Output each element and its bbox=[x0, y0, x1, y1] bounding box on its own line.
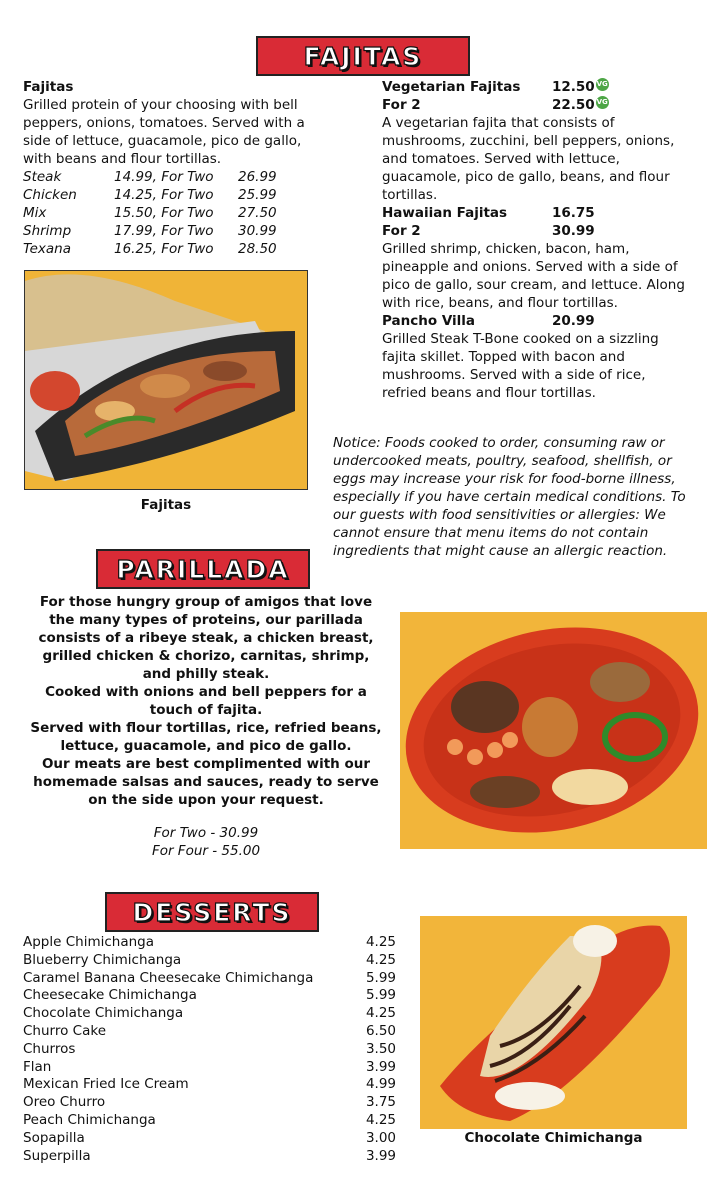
dessert-item bbox=[23, 1130, 396, 1148]
hawaiian-fajitas bbox=[382, 204, 692, 312]
pancho-villa bbox=[382, 312, 692, 402]
dessert-item bbox=[23, 1112, 396, 1130]
vegetarian-for2-label: For 2 bbox=[382, 97, 421, 113]
dessert-name: Sopapilla bbox=[23, 1129, 85, 1146]
fajita-option-price: 14.25, For Two bbox=[114, 187, 214, 203]
chimichanga-photo bbox=[420, 916, 687, 1129]
fajita-option-price: 14.99, For Two bbox=[114, 169, 214, 185]
fajita-option-two-price: 30.99 bbox=[238, 223, 277, 239]
fajitas-banner-title: FAJITAS bbox=[303, 41, 423, 71]
dessert-price: 3.00 bbox=[365, 1129, 396, 1146]
hawaiian-for2-label: For 2 bbox=[382, 223, 421, 239]
dessert-price: 3.50 bbox=[365, 1040, 396, 1057]
fajita-option-price: 17.99, For Two bbox=[114, 223, 214, 239]
parillada-photo bbox=[400, 612, 707, 849]
parillada-para-4: Our meats are best complimented with our homemade salsas and sauces, ready to serve on the side upon your request. bbox=[33, 756, 379, 808]
fajita-option-price: 15.50, For Two bbox=[114, 205, 214, 221]
dessert-name: Cheesecake Chimichanga bbox=[23, 987, 197, 1004]
dessert-name: Chocolate Chimichanga bbox=[23, 1005, 184, 1022]
fajita-option-two-price: 26.99 bbox=[238, 169, 277, 185]
vegetarian-for2-price: 22.50 bbox=[552, 97, 595, 113]
vegetarian-title: Vegetarian Fajitas bbox=[382, 79, 521, 95]
parillada-for-four: For Four - 55.00 bbox=[151, 843, 261, 859]
dessert-item bbox=[23, 1005, 396, 1023]
dessert-name: Churros bbox=[23, 1040, 76, 1057]
dessert-price: 4.25 bbox=[365, 951, 396, 968]
dessert-name: Oreo Churro bbox=[23, 1094, 106, 1111]
fajita-option-row bbox=[23, 168, 323, 186]
chimichanga-illustration bbox=[420, 916, 687, 1129]
dessert-item bbox=[23, 1059, 396, 1077]
fajitas-options bbox=[23, 168, 323, 258]
dessert-price: 5.99 bbox=[365, 969, 396, 986]
dessert-price: 5.99 bbox=[365, 987, 396, 1004]
fajita-option-name: Chicken bbox=[23, 187, 77, 203]
dessert-item bbox=[23, 952, 396, 970]
dessert-name: Caramel Banana Cheesecake Chimichanga bbox=[23, 969, 314, 986]
fajitas-banner bbox=[256, 36, 470, 76]
dessert-item bbox=[23, 1076, 396, 1094]
parillada-prices bbox=[28, 824, 384, 860]
fajita-option-name: Steak bbox=[23, 169, 62, 185]
fajitas-photo bbox=[24, 270, 308, 490]
vegetarian-description: A vegetarian fajita that consists of mushrooms, zucchini, bell peppers, onions, and tomatoes. Served with lettuce, guacamole, pico de gallo, beans, and flour tortillas. bbox=[382, 115, 675, 203]
hawaiian-title: Hawaiian Fajitas bbox=[382, 205, 508, 221]
dessert-price: 3.99 bbox=[365, 1147, 396, 1164]
fajita-option-row bbox=[23, 240, 323, 258]
parillada-para-1: For those hungry group of amigos that love the many types of proteins, our parillada consists of a ribeye steak, a chicken breast, grilled chicken & chorizo, carnitas, shrimp, and philly steak. bbox=[38, 594, 374, 682]
fajita-option-name: Shrimp bbox=[23, 223, 72, 239]
dessert-price: 6.50 bbox=[365, 1022, 396, 1039]
dessert-name: Superpilla bbox=[23, 1147, 91, 1164]
parillada-for-two: For Two - 30.99 bbox=[153, 825, 259, 841]
fajitas-photo-caption: Fajitas bbox=[140, 497, 192, 513]
dessert-name: Flan bbox=[23, 1058, 52, 1075]
dessert-name: Mexican Fried Ice Cream bbox=[23, 1076, 189, 1093]
fajitas-block bbox=[23, 78, 323, 258]
fajita-option-two-price: 28.50 bbox=[238, 241, 277, 257]
pancho-description: Grilled Steak T-Bone cooked on a sizzling fajita skillet. Topped with bacon and mushrooms. Served with a side of rice, refried beans and flour tortillas. bbox=[382, 331, 659, 401]
dessert-list bbox=[23, 934, 396, 1165]
dessert-price: 3.99 bbox=[365, 1058, 396, 1075]
food-safety-notice: Notice: Foods cooked to order, consuming raw or undercooked meats, poultry, seafood, shellfish, or eggs may increase your risk for food-borne illness, especially if you have certain medical conditions. To our guests with food sensitivities or allergies: We cannot ensure that menu items do not contain ingredients that might cause an allergic reaction. bbox=[333, 435, 686, 559]
dessert-price: 4.25 bbox=[365, 1005, 396, 1022]
fajitas-description: Grilled protein of your choosing with bell peppers, onions, tomatoes. Served with a side of lettuce, guacamole, pico de gallo, with beans and flour tortillas. bbox=[23, 97, 305, 167]
parillada-para-3: Served with flour tortillas, rice, refried beans, lettuce, guacamole, and pico de gallo. bbox=[30, 720, 382, 754]
parillada-banner-title: PARILLADA bbox=[116, 554, 290, 584]
dessert-item bbox=[23, 1148, 396, 1166]
pancho-title: Pancho Villa bbox=[382, 313, 476, 329]
dessert-price: 4.25 bbox=[365, 1111, 396, 1128]
dessert-name: Churro Cake bbox=[23, 1022, 106, 1039]
dessert-item bbox=[23, 1041, 396, 1059]
dessert-price: 3.75 bbox=[365, 1094, 396, 1111]
dessert-item bbox=[23, 934, 396, 952]
parillada-banner bbox=[96, 549, 310, 589]
parillada-para-2: Cooked with onions and bell peppers for a touch of fajita. bbox=[45, 684, 367, 718]
vegetarian-badge-icon: VG bbox=[596, 78, 609, 91]
fajita-option-row bbox=[23, 222, 323, 240]
fajita-option-two-price: 25.99 bbox=[238, 187, 277, 203]
right-menu-column bbox=[382, 78, 692, 402]
fajita-option-name: Texana bbox=[23, 241, 71, 257]
pancho-price: 20.99 bbox=[552, 313, 595, 329]
dessert-item bbox=[23, 1094, 396, 1112]
parillada-illustration bbox=[400, 612, 707, 849]
desserts-banner-title: DESSERTS bbox=[132, 897, 292, 927]
dessert-name: Apple Chimichanga bbox=[23, 934, 155, 950]
fajita-option-name: Mix bbox=[23, 205, 47, 221]
fajita-option-row bbox=[23, 186, 323, 204]
dessert-item bbox=[23, 1023, 396, 1041]
dessert-price: 4.25 bbox=[365, 934, 396, 950]
vegetarian-price: 12.50 bbox=[552, 79, 595, 95]
dessert-price: 4.99 bbox=[365, 1076, 396, 1093]
chimichanga-photo-caption: Chocolate Chimichanga bbox=[464, 1130, 643, 1146]
fajitas-title: Fajitas bbox=[23, 79, 74, 95]
dessert-item bbox=[23, 987, 396, 1005]
desserts-banner bbox=[105, 892, 319, 932]
parillada-description bbox=[28, 593, 384, 809]
fajita-option-row bbox=[23, 204, 323, 222]
vegetarian-for2-badge-icon: VG bbox=[596, 96, 609, 109]
hawaiian-for2-price: 30.99 bbox=[552, 223, 595, 239]
fajitas-illustration bbox=[25, 271, 308, 490]
hawaiian-price: 16.75 bbox=[552, 205, 595, 221]
hawaiian-description: Grilled shrimp, chicken, bacon, ham, pineapple and onions. Served with a side of pico de gallo, sour cream, and lettuce. Along with rice, beans, and flour tortillas. bbox=[382, 241, 685, 311]
dessert-item bbox=[23, 970, 396, 988]
fajita-option-two-price: 27.50 bbox=[238, 205, 277, 221]
dessert-name: Peach Chimichanga bbox=[23, 1111, 156, 1128]
dessert-name: Blueberry Chimichanga bbox=[23, 951, 182, 968]
vegetarian-fajitas bbox=[382, 78, 692, 204]
fajita-option-price: 16.25, For Two bbox=[114, 241, 214, 257]
